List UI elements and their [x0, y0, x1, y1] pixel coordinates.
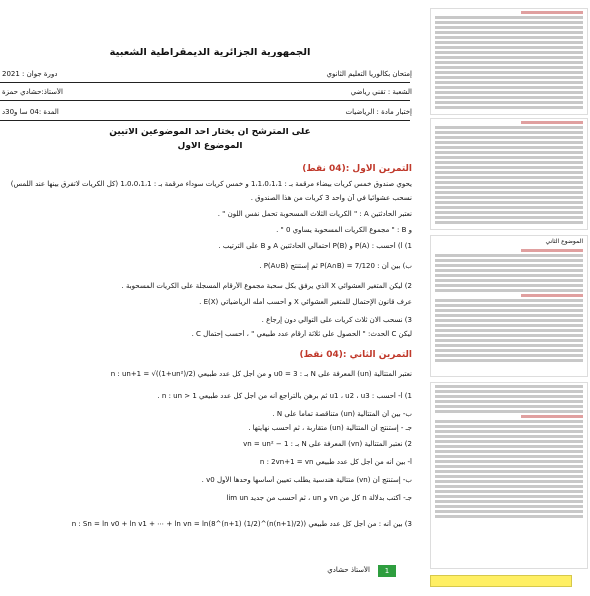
thumb-line [435, 485, 583, 488]
divider [0, 100, 410, 101]
footer-teacher: الأستاذ حشادي [327, 566, 370, 574]
thumb-heading [521, 11, 583, 14]
thumb-line [435, 181, 583, 184]
thumb-line [435, 495, 583, 498]
thumb-line [435, 71, 583, 74]
thumb-line [435, 400, 583, 403]
thumb-line [435, 221, 583, 224]
divider [0, 82, 410, 83]
thumb-line [435, 480, 583, 483]
thumb-line [435, 56, 583, 59]
thumb-line [435, 141, 583, 144]
thumb-line [435, 299, 583, 302]
ex1-line: 3) نسحب الان ثلاث كريات على التوالي دون إرجاع . [261, 316, 412, 324]
thumb-line [435, 166, 583, 169]
ex2-line: 1) أ- أحسب : u1 ، u2 ، u3 ثم برهن بالتراجع أنه من أجل كل عدد طبيعي n : un > 1 . [157, 392, 412, 400]
thumb-line [435, 26, 583, 29]
thumb-line [435, 146, 583, 149]
thumb-line [435, 395, 583, 398]
thumb-line [435, 216, 583, 219]
thumb-line [435, 440, 583, 443]
thumb-line [435, 81, 583, 84]
ex2-line: أ- بين أنه من أجل كل عدد طبيعي n : 2vn+1 = vn [259, 458, 412, 466]
thumb-line [435, 425, 583, 428]
page-number-badge: 1 [378, 565, 396, 577]
thumb-line [435, 475, 583, 478]
divider [0, 120, 410, 121]
thumb-line [435, 314, 583, 317]
thumb-line [435, 16, 583, 19]
thumbnail-page-3[interactable] [430, 118, 588, 230]
thumb-line [435, 201, 583, 204]
thumb-line [435, 319, 583, 322]
header-teacher: الأستاذ:حشادي حمزة [2, 88, 63, 96]
thumb-line [435, 186, 583, 189]
thumb-line [435, 96, 583, 99]
topic-title: الموضوع الأول [177, 142, 243, 151]
thumb-line [435, 269, 583, 272]
thumbnail-page-4[interactable] [430, 235, 588, 377]
thumb-line [435, 430, 583, 433]
thumb-line [435, 131, 583, 134]
thumb-line [435, 76, 583, 79]
thumb-line [435, 465, 583, 468]
thumb-line [435, 289, 583, 292]
thumb-line [435, 254, 583, 257]
thumb-line [435, 264, 583, 267]
thumb-line [435, 490, 583, 493]
ex1-line: نعتبر الحادثتين A : " الكريات الثلاث المسحوبة تحمل نفس اللون " . [217, 210, 412, 218]
thumb-line [435, 450, 583, 453]
thumb-heading [521, 249, 583, 252]
thumb-line [435, 304, 583, 307]
thumb-line [435, 510, 583, 513]
thumb-line [435, 274, 583, 277]
thumb-line [435, 334, 583, 337]
thumb-line [435, 51, 583, 54]
thumb-line [435, 106, 583, 109]
thumb-line [435, 354, 583, 357]
thumbnail-page-5[interactable] [430, 382, 588, 569]
thumb-line [435, 31, 583, 34]
header-branch: الشعبة : تقني رياضي [350, 88, 412, 96]
ex2-line: 2) نعتبر المتتالية (vn) المعرفة على N بـ : vn = un² − 1 [243, 440, 412, 448]
thumb-line [435, 86, 583, 89]
thumb-line [435, 420, 583, 423]
ex1-line: ب) بين أن : P(A∩B) = 7/120 ثم إستنتج P(A∪B) . [259, 262, 412, 270]
ex1-line: 1) أ) أحسب : P(A) و P(B) احتمالي الحادثتين A و B على الترتيب . [218, 242, 412, 250]
thumb-line [435, 339, 583, 342]
thumb-line [435, 349, 583, 352]
thumb-line [435, 211, 583, 214]
ex1-line: عرف قانون الإحتمال للمتغير العشوائي X و أحسب أمله الرياضياتي E(X) . [199, 298, 412, 306]
thumb-line [435, 259, 583, 262]
thumb-line [435, 41, 583, 44]
thumb-line [435, 344, 583, 347]
thumb-heading [521, 415, 583, 418]
thumb-line [435, 196, 583, 199]
thumb-line [435, 46, 583, 49]
ex1-line: يحوي صندوق خمس كريات بيضاء مرقمة بـ : 1،1،0،1،1 و خمس كريات سوداء مرقمة بـ : 1،0،0،1،1 (كل الكريات لاتفرق بينها عند اللمس) [10, 180, 412, 188]
thumb-line [435, 455, 583, 458]
header-session: دورة جوان : 2021 [2, 70, 58, 78]
header-exam: إمتحان بكالوريا التعليم الثانوي [326, 70, 412, 78]
ex1-line: و B : " مجموع الكريات المسحوبة يساوي 0 " . [276, 226, 412, 234]
thumb-line [435, 309, 583, 312]
thumb-line [435, 61, 583, 64]
thumb-line [435, 126, 583, 129]
thumb-line [435, 470, 583, 473]
highlighted-footer-bar [430, 575, 572, 587]
ex2-line: ب- بين أن المتتالية (un) متناقصة تماما على N . [272, 410, 412, 418]
ex2-line: نعتبر المتتالية (un) المعرفة على N بـ : u0 = 3 و من أجل كل عدد طبيعي n : un+1 = √((1+un²)/2) [110, 370, 412, 378]
thumb-line [435, 329, 583, 332]
thumb-line [435, 359, 583, 362]
thumb-line [435, 36, 583, 39]
instructions: على المترشح أن يختار أحد الموضوعين الاتيين [109, 128, 311, 137]
thumb-line [435, 284, 583, 287]
thumb-line [435, 505, 583, 508]
ex1-line: 2) ليكن المتغير العشوائي X الذي يرفق بكل سحبة مجموع الأرقام المسجلة على الكريات المسحوبة . [121, 282, 412, 290]
header-duration: المدة :04 سا و30د [2, 108, 59, 116]
ex2-line: جـ- أكتب بدلالة n كل من vn و un ، ثم أحسب من جديد lim un [226, 494, 412, 502]
ex2-line: 3) بين أنه : من أجل كل عدد طبيعي n : Sn = ln v0 + ln v1 + ⋯ + ln vn = ln(8^(n+1) (1/2)^(n(n+1)/2)) [71, 520, 412, 528]
thumb-line [435, 324, 583, 327]
header-republic: الجمهورية الجزائرية الديمقراطية الشعبية [109, 48, 311, 57]
thumb-line [435, 21, 583, 24]
thumb-line [435, 405, 583, 408]
thumb-line [435, 206, 583, 209]
thumb-line [435, 385, 583, 388]
ex2-line: ب- إستنتج أن (vn) متتالية هندسية يطلب تعيين أساسها وحدها الأول v0 . [201, 476, 412, 484]
thumb-line [435, 91, 583, 94]
thumb-line [435, 101, 583, 104]
thumb-line [435, 460, 583, 463]
thumb-line [435, 151, 583, 154]
exercise-2-title: التمرين الثاني :(04 نقط) [299, 350, 412, 360]
thumb-line [435, 156, 583, 159]
thumb-line [435, 435, 583, 438]
thumb-line [435, 176, 583, 179]
thumb-line [435, 515, 583, 518]
thumbnail-page-2[interactable] [430, 8, 588, 115]
thumb-line [435, 390, 583, 393]
thumb-line [435, 410, 583, 413]
thumb-line [435, 136, 583, 139]
thumb-heading [521, 121, 583, 124]
exercise-1-title: التمرين الأول :(04 نقط) [302, 164, 412, 174]
thumb-line [435, 445, 583, 448]
ex1-line: ليكن C الحدث: " الحصول على ثلاثة أرقام عدد طبيعي " ، أحسب إحتمال C . [191, 330, 412, 338]
thumb-line [435, 279, 583, 282]
thumb-line [435, 191, 583, 194]
thumb-line [435, 66, 583, 69]
ex1-line: نسحب عشوائيا في آن واحد 3 كريات من هذا الصندوق . [250, 194, 412, 202]
thumb-line [435, 171, 583, 174]
thumb-line [435, 161, 583, 164]
header-subject: إختبار مادة : الرياضيات [345, 108, 412, 116]
thumb-topic2-title: الموضوع الثاني [545, 238, 583, 245]
thumb-heading [521, 294, 583, 297]
ex2-line: جـ - إستنتج أن المتتالية (un) متقاربة ، ثم أحسب نهايتها . [248, 424, 412, 432]
thumb-line [435, 500, 583, 503]
